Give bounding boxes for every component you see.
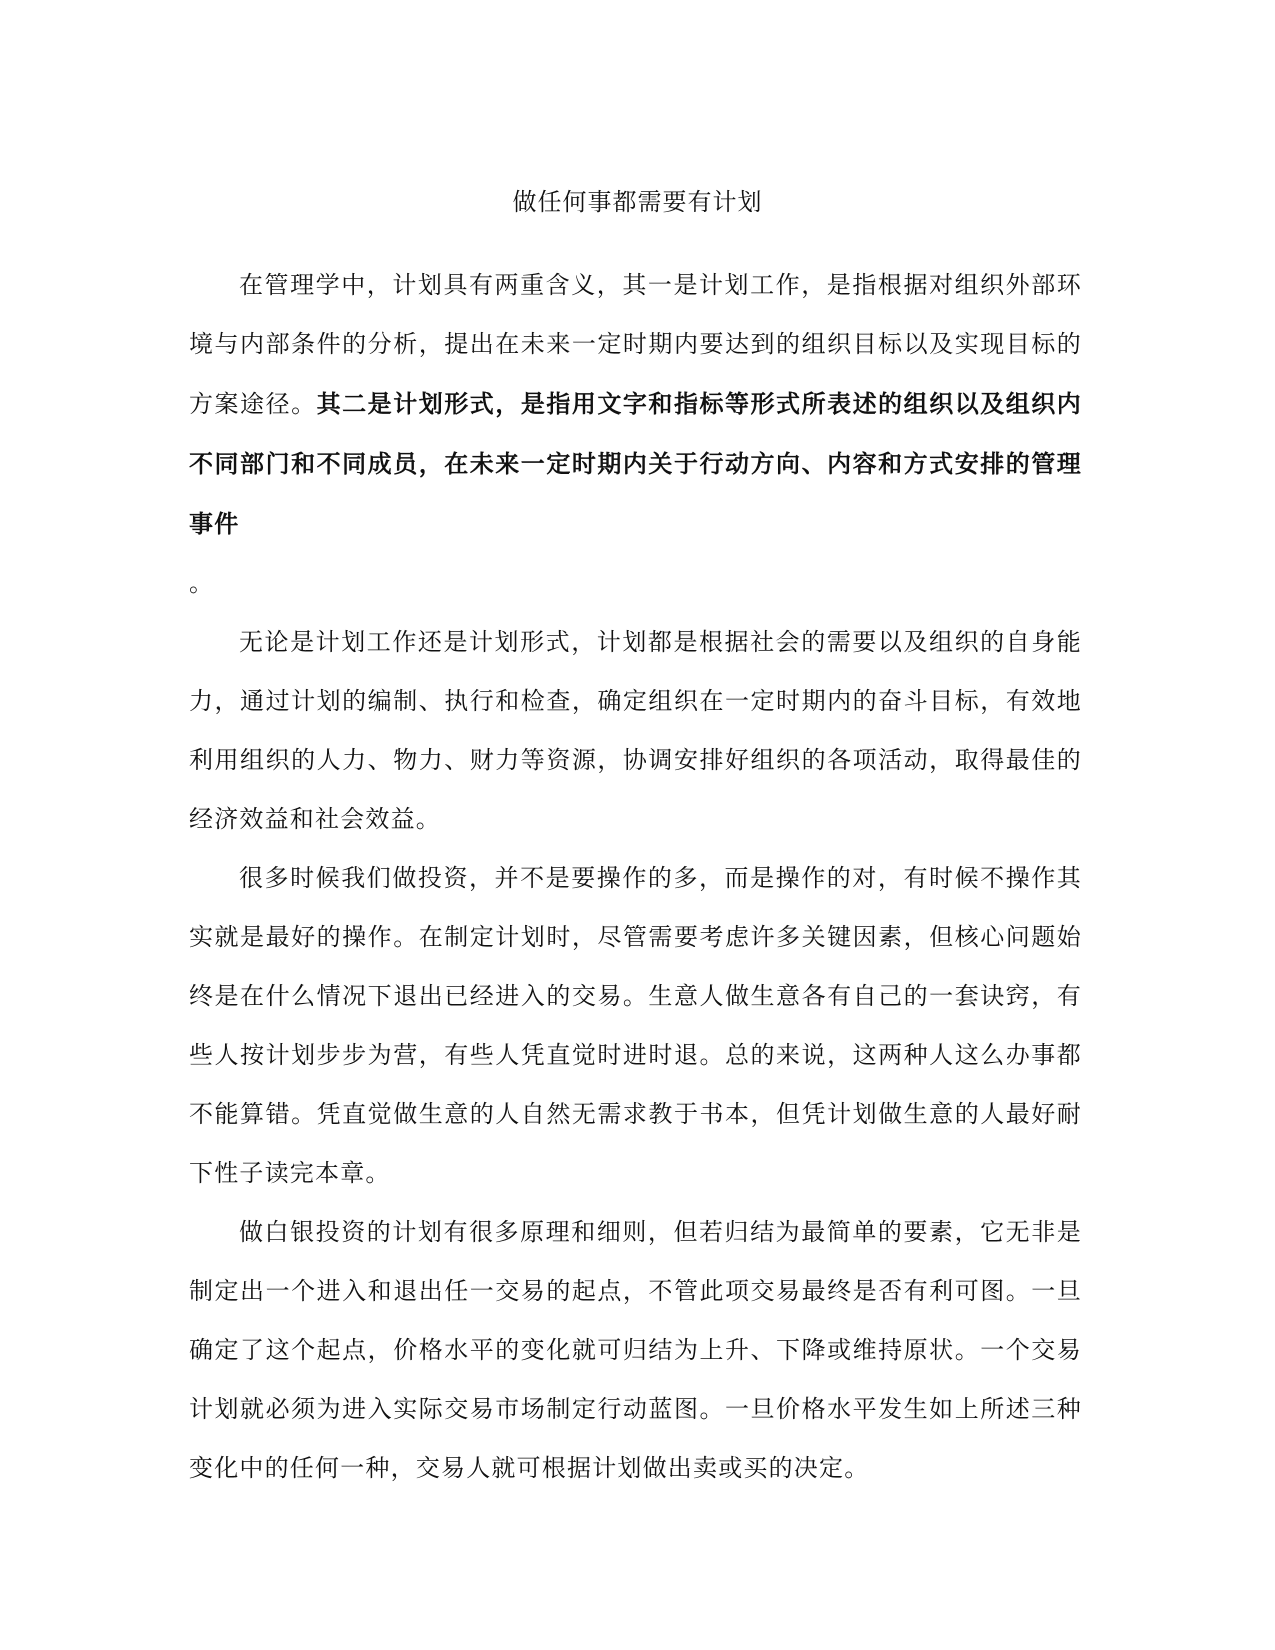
paragraph-1 xyxy=(189,256,1082,613)
document-body xyxy=(189,256,1082,1498)
paragraph-4: 做白银投资的计划有很多原理和细则，但若归结为最简单的要素，它无非是制定出一个进入和退出任一交易的起点，不管此项交易最终是否有利可图。一旦确定了这个起点，价格水平的变化就可归结为上升、下降或维持原状。一个交易计划就必须为进入实际交易市场制定行动蓝图。一旦价格水平发生如上所述三种变化中的任何一种，交易人就可根据计划做出卖或买的决定。 xyxy=(189,1218,1082,1482)
paragraph-3: 很多时候我们做投资，并不是要操作的多，而是操作的对，有时候不操作其实就是最好的操作。在制定计划时，尽管需要考虑许多关键因素，但核心问题始终是在什么情况下退出已经进入的交易。生意人做生意各有自己的一套诀窍，有些人按计划步步为营，有些人凭直觉时进时退。总的来说，这两种人这么办事都不能算错。凭直觉做生意的人自然无需求教于书本，但凭计划做生意的人最好耐下性子读完本章。 xyxy=(189,864,1082,1187)
paragraph-1-trailing-punctuation: 。 xyxy=(189,569,215,597)
paragraph-1-normal-text: 在管理学中，计划具有两重含义，其一是计划工作，是指根据对组织外部环境与内部条件的分析，提出在未来一定时期内要达到的组织目标以及实现目标的方案途径。 xyxy=(189,271,1082,418)
paragraph-1-bold-text: 其二是计划形式，是指用文字和指标等形式所表述的组织以及组织内不同部门和不同成员，在未来一定时期内关于行动方向、内容和方式安排的管理事件 xyxy=(189,389,1083,538)
document-title: 做任何事都需要有计划 xyxy=(512,188,763,216)
paragraph-2: 无论是计划工作还是计划形式，计划都是根据社会的需要以及组织的自身能力，通过计划的编制、执行和检查，确定组织在一定时期内的奋斗目标，有效地利用组织的人力、物力、财力等资源，协调安排好组织的各项活动，取得最佳的经济效益和社会效益。 xyxy=(189,628,1082,833)
